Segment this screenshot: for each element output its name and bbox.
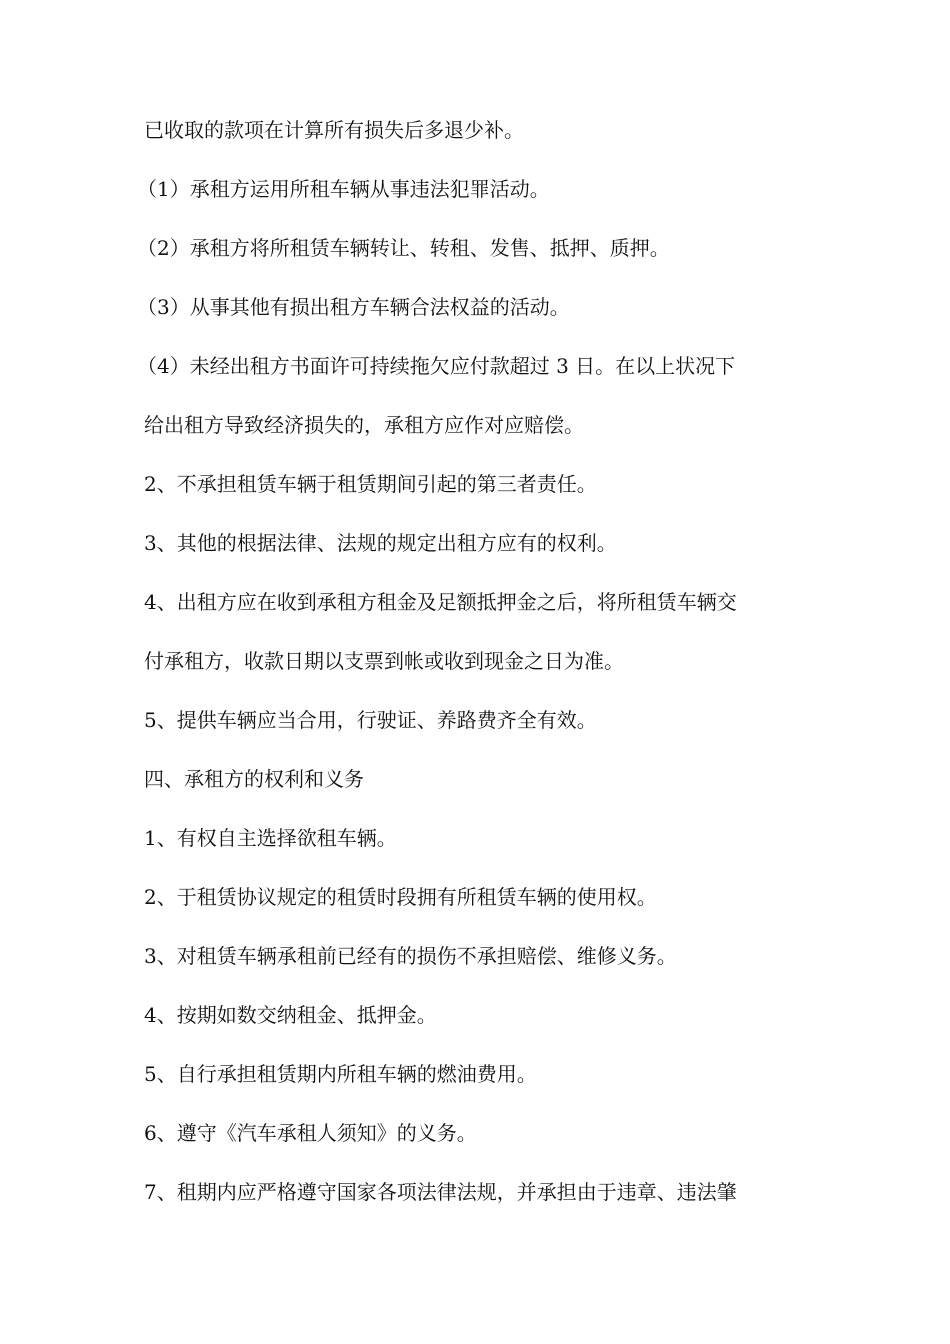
section-heading: 四、承租方的权利和义务 (144, 767, 364, 791)
paragraph-line: 2、不承担租赁车辆于租赁期间引起的第三者责任。 (144, 472, 597, 496)
paragraph-line: 付承租方，收款日期以支票到帐或收到现金之日为准。 (144, 649, 624, 673)
paragraph-line: （4）未经出租方书面许可持续拖欠应付款超过 3 日。在以上状况下 (137, 354, 736, 378)
paragraph-line: （1）承租方运用所租车辆从事违法犯罪活动。 (137, 177, 550, 201)
paragraph-line: 3、其他的根据法律、法规的规定出租方应有的权利。 (144, 531, 617, 555)
paragraph-line: 2、于租赁协议规定的租赁时段拥有所租赁车辆的使用权。 (144, 885, 657, 909)
paragraph-line: 5、提供车辆应当合用，行驶证、养路费齐全有效。 (144, 708, 597, 732)
paragraph-line: 7、租期内应严格遵守国家各项法律法规，并承担由于违章、违法肇 (144, 1180, 737, 1204)
paragraph-line: 6、遵守《汽车承租人须知》的义务。 (144, 1121, 477, 1145)
paragraph-line: 3、对租赁车辆承租前已经有的损伤不承担赔偿、维修义务。 (144, 944, 677, 968)
paragraph-line: 1、有权自主选择欲租车辆。 (144, 826, 397, 850)
paragraph-line: 已收取的款项在计算所有损失后多退少补。 (144, 118, 524, 142)
paragraph-line: 给出租方导致经济损失的，承租方应作对应赔偿。 (144, 413, 584, 437)
paragraph-line: 5、自行承担租赁期内所租车辆的燃油费用。 (144, 1062, 537, 1086)
paragraph-line: 4、按期如数交纳租金、抵押金。 (144, 1003, 437, 1027)
paragraph-line: 4、出租方应在收到承租方租金及足额抵押金之后，将所租赁车辆交 (144, 590, 737, 614)
document-body (137, 116, 814, 1237)
paragraph-line: （2）承租方将所租赁车辆转让、转租、发售、抵押、质押。 (137, 236, 670, 260)
paragraph-line: （3）从事其他有损出租方车辆合法权益的活动。 (137, 295, 570, 319)
